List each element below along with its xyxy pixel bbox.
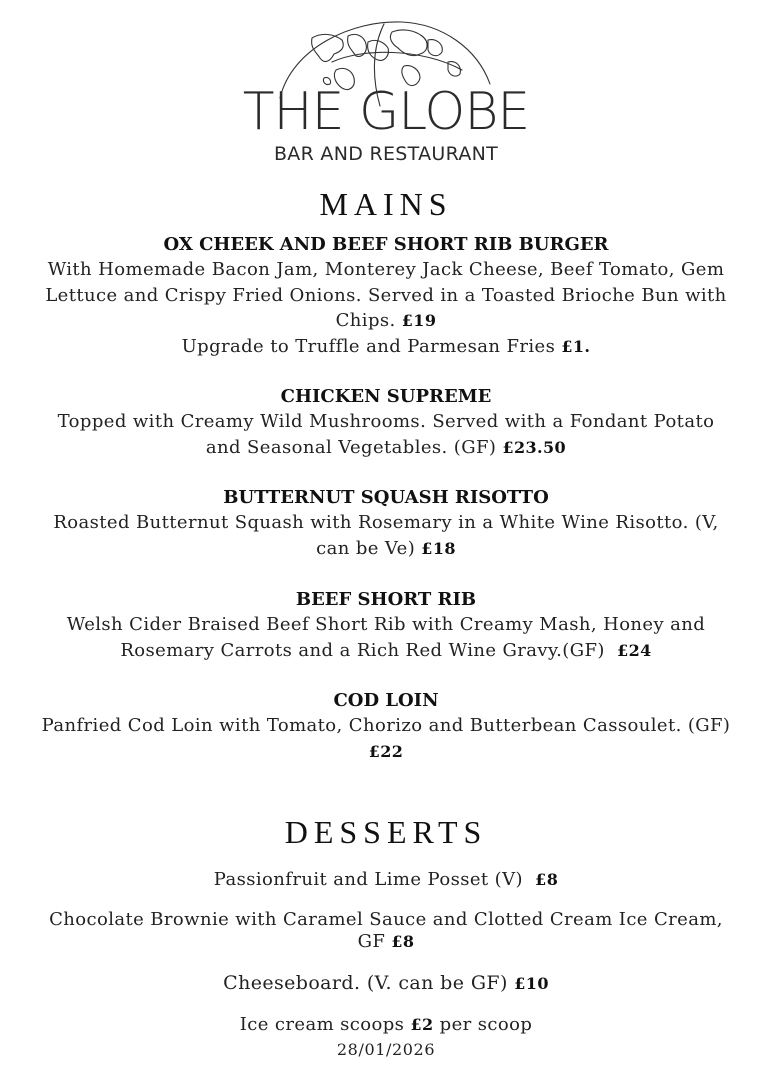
dish-item — [40, 485, 732, 561]
dish-name: OX CHEEK AND BEEF SHORT RIB BURGER — [163, 234, 609, 255]
dish-upgrade: Upgrade to Truffle and Parmesan Fries £1. — [181, 335, 591, 357]
upgrade-price: £1. — [561, 336, 591, 356]
dish-price: £24 — [617, 640, 652, 660]
menu-date: 28/01/2026 — [336, 1040, 436, 1059]
desserts-heading: DESSERTS — [284, 814, 488, 850]
dessert-item — [40, 972, 732, 995]
dish-price: £19 — [401, 311, 437, 330]
dish-item — [40, 587, 732, 663]
logo-name: THE GLOBE — [242, 82, 530, 142]
dessert-text: Ice cream scoops — [239, 1014, 405, 1035]
logo-subtitle: BAR AND RESTAURANT — [273, 143, 499, 165]
dish-price: £23.50 — [502, 437, 567, 457]
dish-item — [40, 232, 732, 359]
dessert-text: Chocolate Brownie with Caramel Sauce and Clotted Cream Ice Cream, GF — [49, 909, 723, 952]
dish-price: £22 — [368, 741, 404, 761]
dessert-price: £8 — [535, 870, 559, 889]
dish-name: BEEF SHORT RIB — [295, 589, 477, 610]
dish-price: £18 — [421, 538, 456, 558]
dish-description: Panfried Cod Loin with Tomato, Chorizo and Butterbean Cassoulet. (GF) £22 — [41, 715, 731, 761]
dessert-item — [40, 1014, 732, 1036]
dish-description: Roasted Butternut Squash with Rosemary in a White Wine Risotto. (V, can be Ve) £18 — [53, 512, 719, 559]
dish-description: Welsh Cider Braised Beef Short Rib with Creamy Mash, Honey and Rosemary Carrots and a Rich Red Wine Gravy.(GF) £24 — [66, 614, 706, 661]
dish-name: BUTTERNUT SQUASH RISOTTO — [223, 487, 549, 508]
dessert-item — [40, 869, 732, 891]
restaurant-logo — [0, 18, 772, 168]
dessert-price: £10 — [514, 974, 549, 993]
mains-heading: MAINS — [319, 186, 453, 222]
dessert-price: £2 — [410, 1015, 434, 1034]
dish-name: CHICKEN SUPREME — [280, 386, 492, 407]
dessert-price: £8 — [391, 932, 415, 951]
dish-item — [40, 688, 732, 764]
dish-description: With Homemade Bacon Jam, Monterey Jack Cheese, Beef Tomato, Gem Lettuce and Crispy Fried Onions. Served in a Toasted Brioche Bun with Chips. £19 — [45, 259, 727, 331]
dish-item — [40, 384, 732, 460]
dessert-text: Passionfruit and Lime Posset (V) — [213, 869, 523, 890]
dish-description: Topped with Creamy Wild Mushrooms. Served with a Fondant Potato and Seasonal Vegetables. (GF) £23.50 — [57, 411, 715, 458]
dessert-text: Cheeseboard. (V. can be GF) — [223, 972, 508, 994]
dessert-suffix: per scoop — [439, 1014, 533, 1035]
dish-name: COD LOIN — [333, 690, 439, 711]
dessert-item — [40, 909, 732, 953]
